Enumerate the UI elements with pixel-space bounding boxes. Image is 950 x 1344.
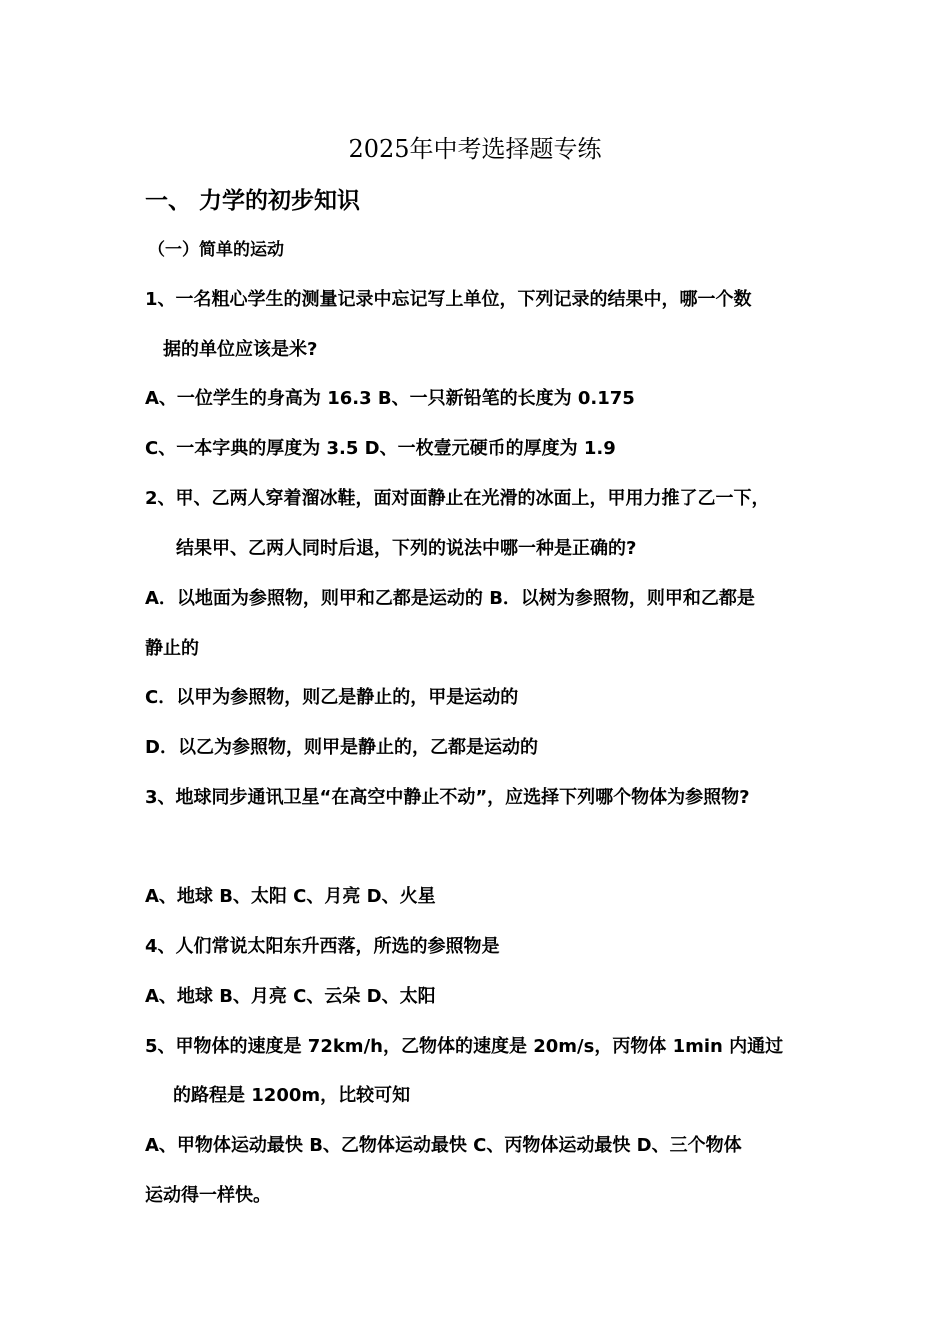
question-1-options-cd: C、一本字典的厚度为 3.5 D、一枚壹元硬币的厚度为 1.9 [145,438,616,459]
question-5-line-2: 的路程是 1200m，比较可知 [173,1085,411,1106]
question-3-options: A、地球 B、太阳 C、月亮 D、火星 [145,886,436,907]
question-5-options-line-1: A、甲物体运动最快 B、乙物体运动最快 C、丙物体运动最快 D、三个物体 [145,1135,742,1156]
question-2-options-ab-line-2: 静止的 [145,638,199,659]
question-2-line-2: 结果甲、乙两人同时后退，下列的说法中哪一种是正确的? [176,538,637,559]
document-title: 2025年中考选择题专练 [348,135,602,163]
section-heading: 一、 力学的初步知识 [145,188,361,214]
question-1-line-2: 据的单位应该是米? [163,339,318,360]
question-2-option-c: C．以甲为参照物，则乙是静止的，甲是运动的 [145,687,519,708]
question-2-line-1: 2、甲、乙两人穿着溜冰鞋，面对面静止在光滑的冰面上，甲用力推了乙一下， [145,488,770,509]
question-5-options-line-2: 运动得一样快。 [145,1185,271,1206]
question-4-options: A、地球 B、月亮 C、云朵 D、太阳 [145,986,436,1007]
question-3-line-1: 3、地球同步通讯卫星“在高空中静止不动”，应选择下列哪个物体为参照物? [145,787,750,808]
question-5-line-1: 5、甲物体的速度是 72km/h，乙物体的速度是 20m/s，丙物体 1min 内通过 [145,1036,784,1057]
question-4-line-1: 4、人们常说太阳东升西落，所选的参照物是 [145,936,500,957]
subsection-heading: （一）简单的运动 [148,240,284,260]
question-1-options-ab: A、一位学生的身高为 16.3 B、一只新铅笔的长度为 0.175 [145,388,635,409]
question-1-line-1: 1、一名粗心学生的测量记录中忘记写上单位，下列记录的结果中，哪一个数 [145,289,752,310]
question-2-options-ab-line-1: A．以地面为参照物，则甲和乙都是运动的 B．以树为参照物，则甲和乙都是 [145,588,755,609]
question-2-option-d: D．以乙为参照物，则甲是静止的，乙都是运动的 [145,737,538,758]
